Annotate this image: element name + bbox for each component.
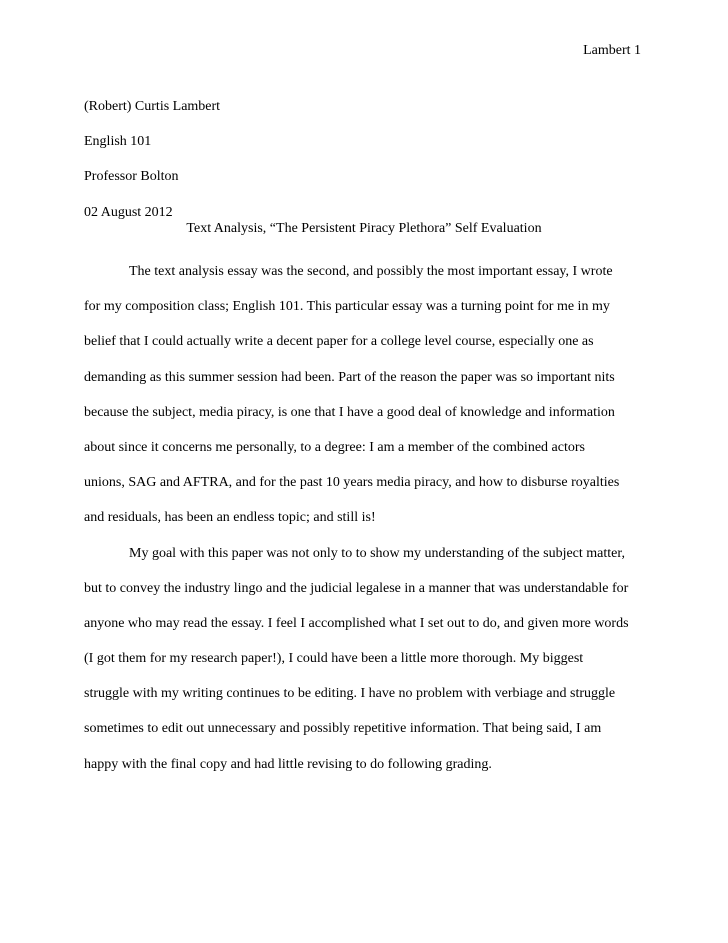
- paragraph-line: but to convey the industry lingo and the judicial legalese in a manner that was understandable for: [84, 580, 629, 596]
- paragraph-line: (I got them for my research paper!), I could have been a little more thorough. My biggest: [84, 651, 584, 667]
- instructor-name: Professor Bolton: [84, 169, 179, 185]
- document-date: 02 August 2012: [84, 204, 173, 220]
- paragraph-line: and residuals, has been an endless topic; and still is!: [84, 510, 376, 526]
- paragraph-line: happy with the final copy and had little revising to do following grading.: [84, 756, 492, 772]
- paragraph-line: for my composition class; English 101. This particular essay was a turning point for me in my: [84, 299, 610, 315]
- paragraph-line: struggle with my writing continues to be editing. I have no problem with verbiage and struggle: [84, 686, 616, 702]
- heading-block: [84, 89, 220, 230]
- paragraph-line: belief that I could actually write a decent paper for a college level course, especially one as: [84, 334, 594, 350]
- author-name: (Robert) Curtis Lambert: [84, 99, 221, 114]
- paragraph-line: My goal with this paper was not only to to show my understanding of the subject matter,: [129, 545, 625, 561]
- paragraph-line: unions, SAG and AFTRA, and for the past 10 years media piracy, and how to disburse royalties: [84, 475, 620, 491]
- essay-title: Text Analysis, “The Persistent Piracy Plethora” Self Evaluation: [186, 221, 542, 236]
- paragraph-line: sometimes to edit out unnecessary and possibly repetitive information. That being said, I am: [84, 721, 602, 737]
- paragraph-line: The text analysis essay was the second, and possibly the most important essay, I wrote: [129, 264, 613, 279]
- running-head: Lambert 1: [583, 43, 641, 58]
- paragraph-line: because the subject, media piracy, is one that I have a good deal of knowledge and information: [84, 404, 615, 420]
- paragraph-line: anyone who may read the essay. I feel I accomplished what I set out to do, and given more words: [84, 615, 629, 631]
- essay-body: [84, 254, 644, 782]
- paragraph-line: demanding as this summer session had been. Part of the reason the paper was so important nits: [84, 369, 615, 385]
- paragraph-line: about since it concerns me personally, to a degree: I am a member of the combined actors: [84, 439, 585, 455]
- course-name: English 101: [84, 134, 152, 150]
